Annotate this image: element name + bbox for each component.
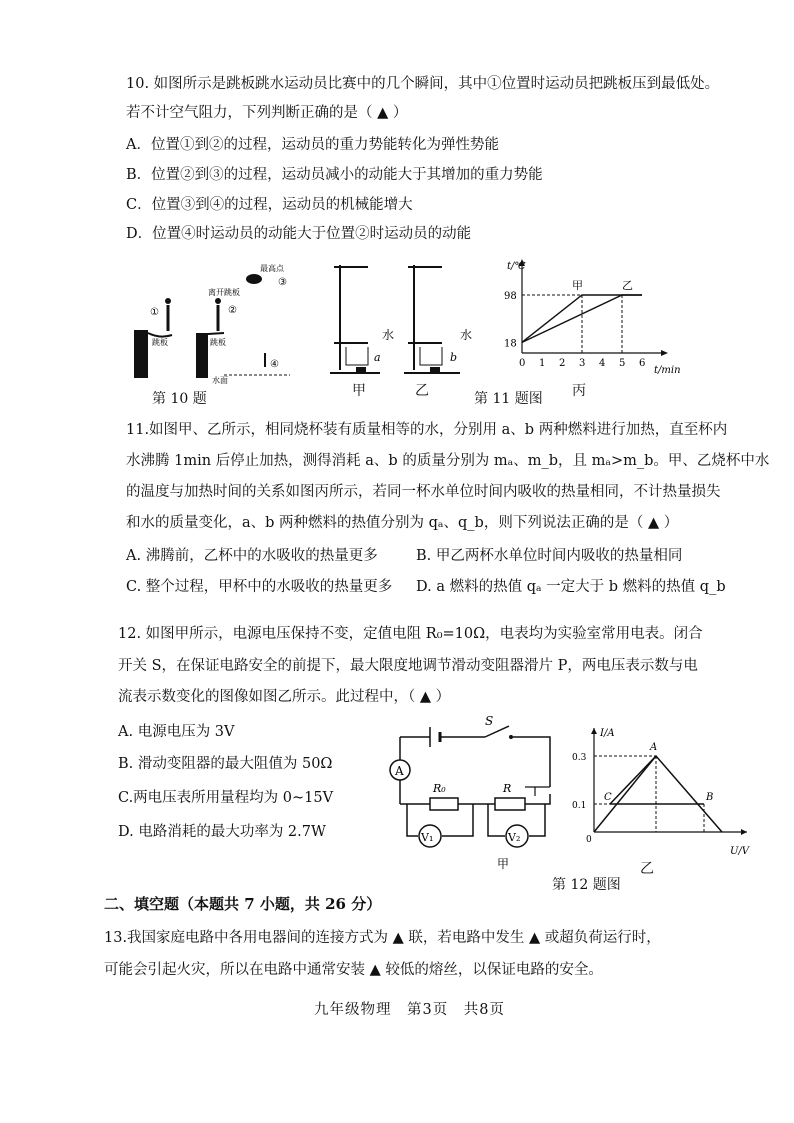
springboard-2 [208,333,224,334]
q11-label-bing: 丙 [572,383,586,399]
line-v1-v2 [594,756,722,832]
q12-option-a: A. 电源电压为 3V [118,724,235,740]
x-tick-label: 0 [519,358,526,369]
tick-01: 0.1 [572,801,587,811]
beaker-jia [346,347,368,365]
q11-line3: 的温度与加热时间的关系如图丙所示，若同一杯水单位时间内吸收的热量相同，不计热量损失 [126,484,721,500]
q12-option-b: B. 滑动变阻器的最大阻值为 50Ω [118,756,333,772]
series-label: 乙 [622,279,633,292]
slider-p [525,787,550,796]
q11-line1: 11.如图甲、乙所示，相同烧杯装有质量相等的水，分别用 a、b 两种燃料进行加热，直至杯内 [126,422,728,438]
q10-option-d: D．位置④时运动员的动能大于位置②时运动员的动能 [126,226,472,242]
origin-label: 0 [586,835,592,845]
wire-top [400,737,550,787]
q11-option-a: A. 沸腾前，乙杯中的水吸收的热量更多 [126,548,378,564]
platform-left [134,330,148,378]
label-board1: 跳板 [152,338,168,347]
label-2: ② [228,305,237,316]
label-3: ③ [278,277,287,288]
q11-label-yi: 乙 [415,383,429,399]
q11-label-jia: 甲 [352,383,366,399]
q11-option-d: D. a 燃料的热值 qₐ 一定大于 b 燃料的热值 q_b [416,579,726,595]
q11-temperature-chart [492,255,682,380]
platform-right [196,333,208,378]
q10-option-b: B．位置②到③的过程，运动员减小的动能大于其增加的重力势能 [126,167,543,183]
label-water: 水面 [212,376,228,385]
r-label: R [503,782,512,795]
label-leave: 离开跳板 [208,288,240,297]
label-1: ① [150,307,159,318]
label-top: 最高点 [260,264,284,273]
page-footer: 九年级物理 第3页 共8页 [314,1002,505,1018]
x-axis-label: t/min [654,365,681,376]
water-label-jia: 水 [382,328,395,342]
q12-line2: 开关 S，在保证电路安全的前提下，最大限度地调节滑动变阻器滑片 P，两电压表示数与电 [118,658,698,674]
x-tick-label: 5 [619,358,626,369]
point-c: C [604,792,612,803]
series-label: 甲 [572,279,583,292]
xlabel: U/V [730,846,750,857]
ammeter-label: A [395,764,404,778]
fuel-b-label: b [450,351,458,364]
q12-graph-label-yi: 乙 [640,861,654,877]
circuit-label-jia: 甲 [497,857,510,871]
q10-option-a: A．位置①到②的过程，运动员的重力势能转化为弹性势能 [126,137,499,153]
y-tick-label: 18 [504,338,517,350]
diver-pos3 [246,274,262,284]
v1-label: V₁ [421,831,434,844]
springboard-1 [148,333,172,337]
rheostat-r [495,798,525,810]
q10-caption: 第 10 题 [152,391,207,407]
resistor-r0 [430,798,458,810]
q12-option-c: C.两电压表所用量程均为 0~15V [118,790,334,806]
section2-title: 二、填空题（本题共 7 小题，共 26 分） [104,895,382,913]
q12-iu-graph [572,722,752,872]
q10-stem-line2: 若不计空气阻力，下列判断正确的是（ ▲ ） [126,105,408,121]
point-a: A [650,742,658,753]
q11-option-c: C. 整个过程，甲杯中的水吸收的热量更多 [126,579,393,595]
switch-label: S [485,714,494,728]
label-board2: 跳板 [210,338,226,347]
q13-line1: 13.我国家庭电路中各用电器间的连接方式为 ▲ 联，若电路中发生 ▲ 或超负荷运行时， [104,930,661,946]
y-tick-label: 98 [504,291,517,302]
beaker-yi [420,347,442,365]
fuel-a-label: a [374,351,381,364]
q12-line1: 12. 如图甲所示，电源电压保持不变，定值电阻 R₀=10Ω，电表均为实验室常用电表。闭合 [118,626,703,642]
x-tick-label: 2 [559,358,566,369]
q12-option-d: D. 电路消耗的最大功率为 2.7W [118,824,326,840]
water-label-yi: 水 [460,328,473,342]
q12-line3: 流表示数变化的图像如图乙所示。此过程中，（ ▲ ） [118,689,451,705]
q11-apparatus-figure [320,255,490,385]
tick-03: 0.3 [572,753,587,763]
q11-option-b: B. 甲乙两杯水单位时间内吸收的热量相同 [416,548,683,564]
x-tick-label: 4 [599,358,606,369]
v2-label: V₂ [508,831,521,844]
x-tick-label: 1 [539,358,546,369]
y-axis-label: t/℃ [507,261,526,272]
q13-line2: 可能会引起火灾，所以在电路中通常安装 ▲ 较低的熔丝，以保证电路的安全。 [104,962,603,978]
ylabel: I/A [600,728,615,739]
label-4: ④ [270,359,279,370]
x-tick-label: 3 [579,358,586,369]
q11-line2: 水沸腾 1min 后停止加热，测得消耗 a、b 的质量分别为 mₐ、m_b，且 mₐ>m_b。甲、乙烧杯中水 [126,453,770,469]
point-b: B [706,792,714,803]
q12-caption: 第 12 题图 [552,877,621,893]
q10-option-c: C．位置③到④的过程，运动员的机械能增大 [126,197,413,213]
q11-caption: 第 11 题图 [474,391,543,407]
segment-ca [610,756,656,804]
q12-circuit-diagram [385,712,570,872]
q11-line4: 和水的质量变化，a、b 两种燃料的热值分别为 qₐ、q_b，则下列说法正确的是（ ▲ ） [126,515,679,531]
q10-stem-line1: 10. 如图所示是跳板跳水运动员比赛中的几个瞬间，其中①位置时运动员把跳板压到最低处。 [126,76,720,92]
q10-diving-figure [120,255,290,385]
x-axis-arrow [661,350,668,356]
r0-label: R₀ [433,782,446,795]
x-tick-label: 6 [639,358,646,369]
